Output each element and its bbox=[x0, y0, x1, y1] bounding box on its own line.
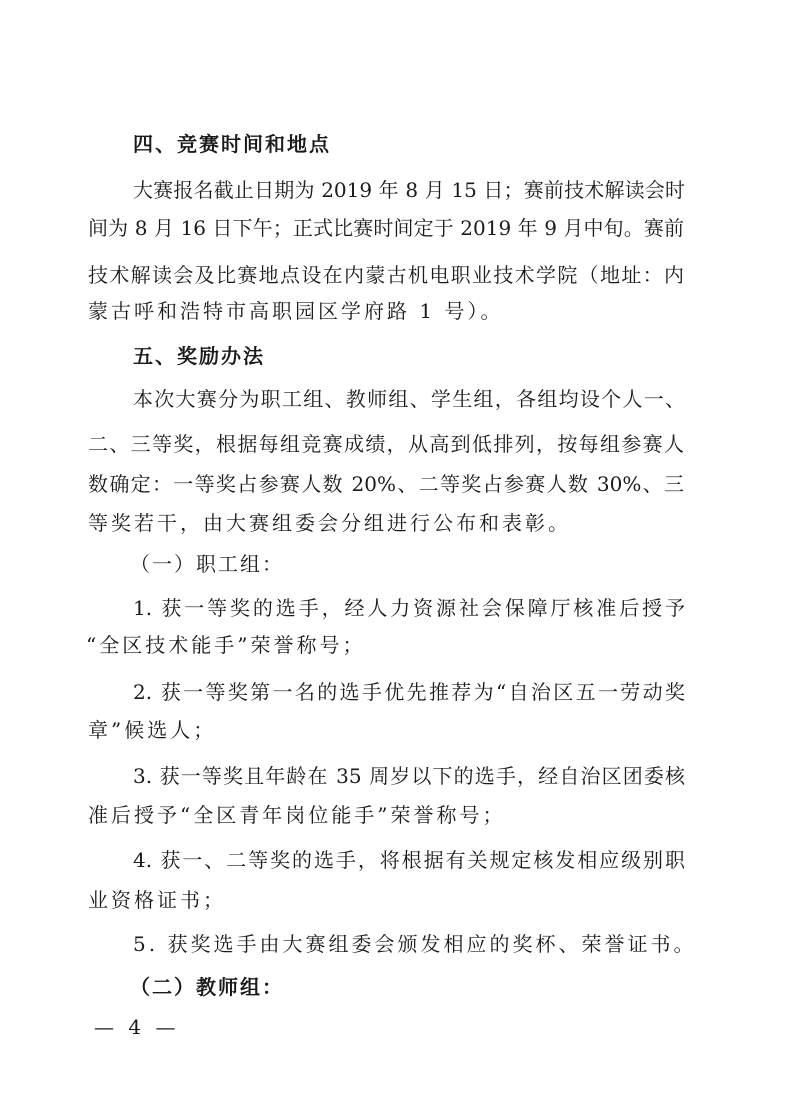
page-number: — 4 — bbox=[94, 1015, 180, 1039]
section-4-paragraph-line: 间为 8 月 16 日下午；正式比赛时间定于 2019 年 9 月中旬。赛前 bbox=[88, 216, 684, 240]
award-item-line: 1. 获一等奖的选手，经人力资源社会保障厅核准后授予 bbox=[133, 596, 685, 620]
award-item-line: 4. 获一、二等奖的选手，将根据有关规定核发相应级别职 bbox=[133, 848, 685, 872]
section-5-paragraph-line: 本次大赛分为职工组、教师组、学生组，各组均设个人一、 bbox=[133, 387, 685, 411]
award-item-line: 3. 获一等奖且年龄在 35 周岁以下的选手，经自治区团委核 bbox=[133, 764, 685, 788]
section-4-heading: 四、竞赛时间和地点 bbox=[133, 132, 331, 156]
group-1-heading: （一）职工组： bbox=[130, 552, 284, 576]
award-item-line: 准后授予“全区青年岗位能手”荣誉称号； bbox=[88, 803, 506, 827]
section-5-heading: 五、奖励办法 bbox=[133, 344, 265, 368]
section-4-paragraph-line: 蒙古呼和浩特市高职园区学府路 1 号）。 bbox=[88, 299, 504, 323]
award-item-line: 业资格证书； bbox=[88, 888, 226, 912]
award-item-line: “全区技术能手”荣誉称号； bbox=[86, 633, 366, 657]
award-item-line: 章”候选人； bbox=[88, 718, 217, 742]
section-4-paragraph-line: 大赛报名截止日期为 2019 年 8 月 15 日；赛前技术解读会时 bbox=[133, 178, 685, 202]
award-item-line: 2. 获一等奖第一名的选手优先推荐为“自治区五一劳动奖 bbox=[133, 680, 685, 704]
section-5-paragraph-line: 二、三等奖，根据每组竞赛成绩，从高到低排列，按每组参赛人 bbox=[88, 432, 684, 456]
section-4-paragraph-line: 技术解读会及比赛地点设在内蒙古机电职业技术学院（地址：内 bbox=[88, 263, 684, 287]
group-2-heading: （二）教师组： bbox=[130, 975, 284, 999]
section-5-paragraph-line: 等奖若干，由大赛组委会分组进行公布和表彰。 bbox=[88, 511, 571, 535]
award-item-line: 5. 获奖选手由大赛组委会颁发相应的奖杯、荣誉证书。 bbox=[133, 932, 697, 956]
section-5-paragraph-line: 数确定：一等奖占参赛人数 20%、二等奖占参赛人数 30%、三 bbox=[88, 472, 684, 496]
